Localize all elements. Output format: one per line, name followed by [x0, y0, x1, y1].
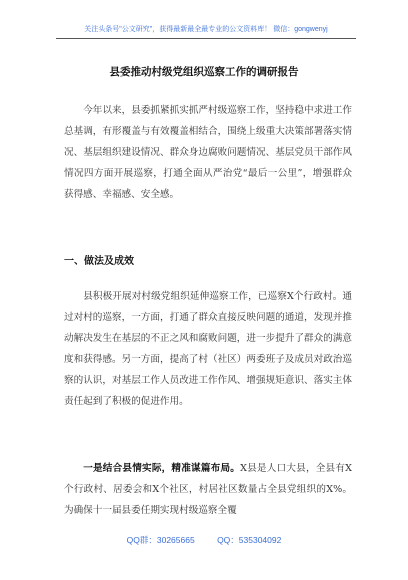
- footer-qq-group: QQ群：30265665: [126, 535, 195, 545]
- page-footer: [0, 534, 408, 546]
- footer-qq-number: QQ：535304092: [217, 535, 282, 545]
- point1-text: X县是人口大县，全县有X个行政村、居委会和X个社区，村居社区数量占全县党组织的X%。为确保十一届县委任期实现村级巡察全覆: [64, 463, 352, 516]
- point1-paragraph: [64, 458, 352, 521]
- document-title: 县委推动村级党组织巡察工作的调研报告: [109, 66, 299, 78]
- page-header-banner: 关注头条号"公文研究"，获得最新最全最专业的公文资料库！ 微信：gongwenyj: [56, 24, 356, 39]
- point1-lead: 一是结合县情实际，精准谋篇布局。: [83, 463, 241, 474]
- section1-paragraph: 县积极开展对村级党组织延伸巡察工作，已巡察X个行政村。通过对村的巡察，一方面，打通了群众直接反映问题的通道，发现并推动解决发生在基层的不正之风和腐败问题，进一步提升了群众的满意度和获得感。另一方面，提高了村（社区）两委班子及成员对政治巡察的认识，对基层工作人员改进工作作风、增强规矩意识、落实主体责任起到了积极的促进作用。: [64, 291, 352, 407]
- intro-paragraph: 今年以来，县委抓紧抓实抓严村级巡察工作，坚持稳中求进工作总基调，有形覆盖与有效覆盖相结合，围绕上级重大决策部署落实情况、基层组织建设情况、群众身边腐败问题情况、基层党员干部作风情况四方面开展巡察，打通全面从严治党“最后一公里”，增强群众获得感、幸福感、安全感。: [64, 105, 352, 200]
- section-heading-practices: 一、做法及成效: [64, 256, 134, 267]
